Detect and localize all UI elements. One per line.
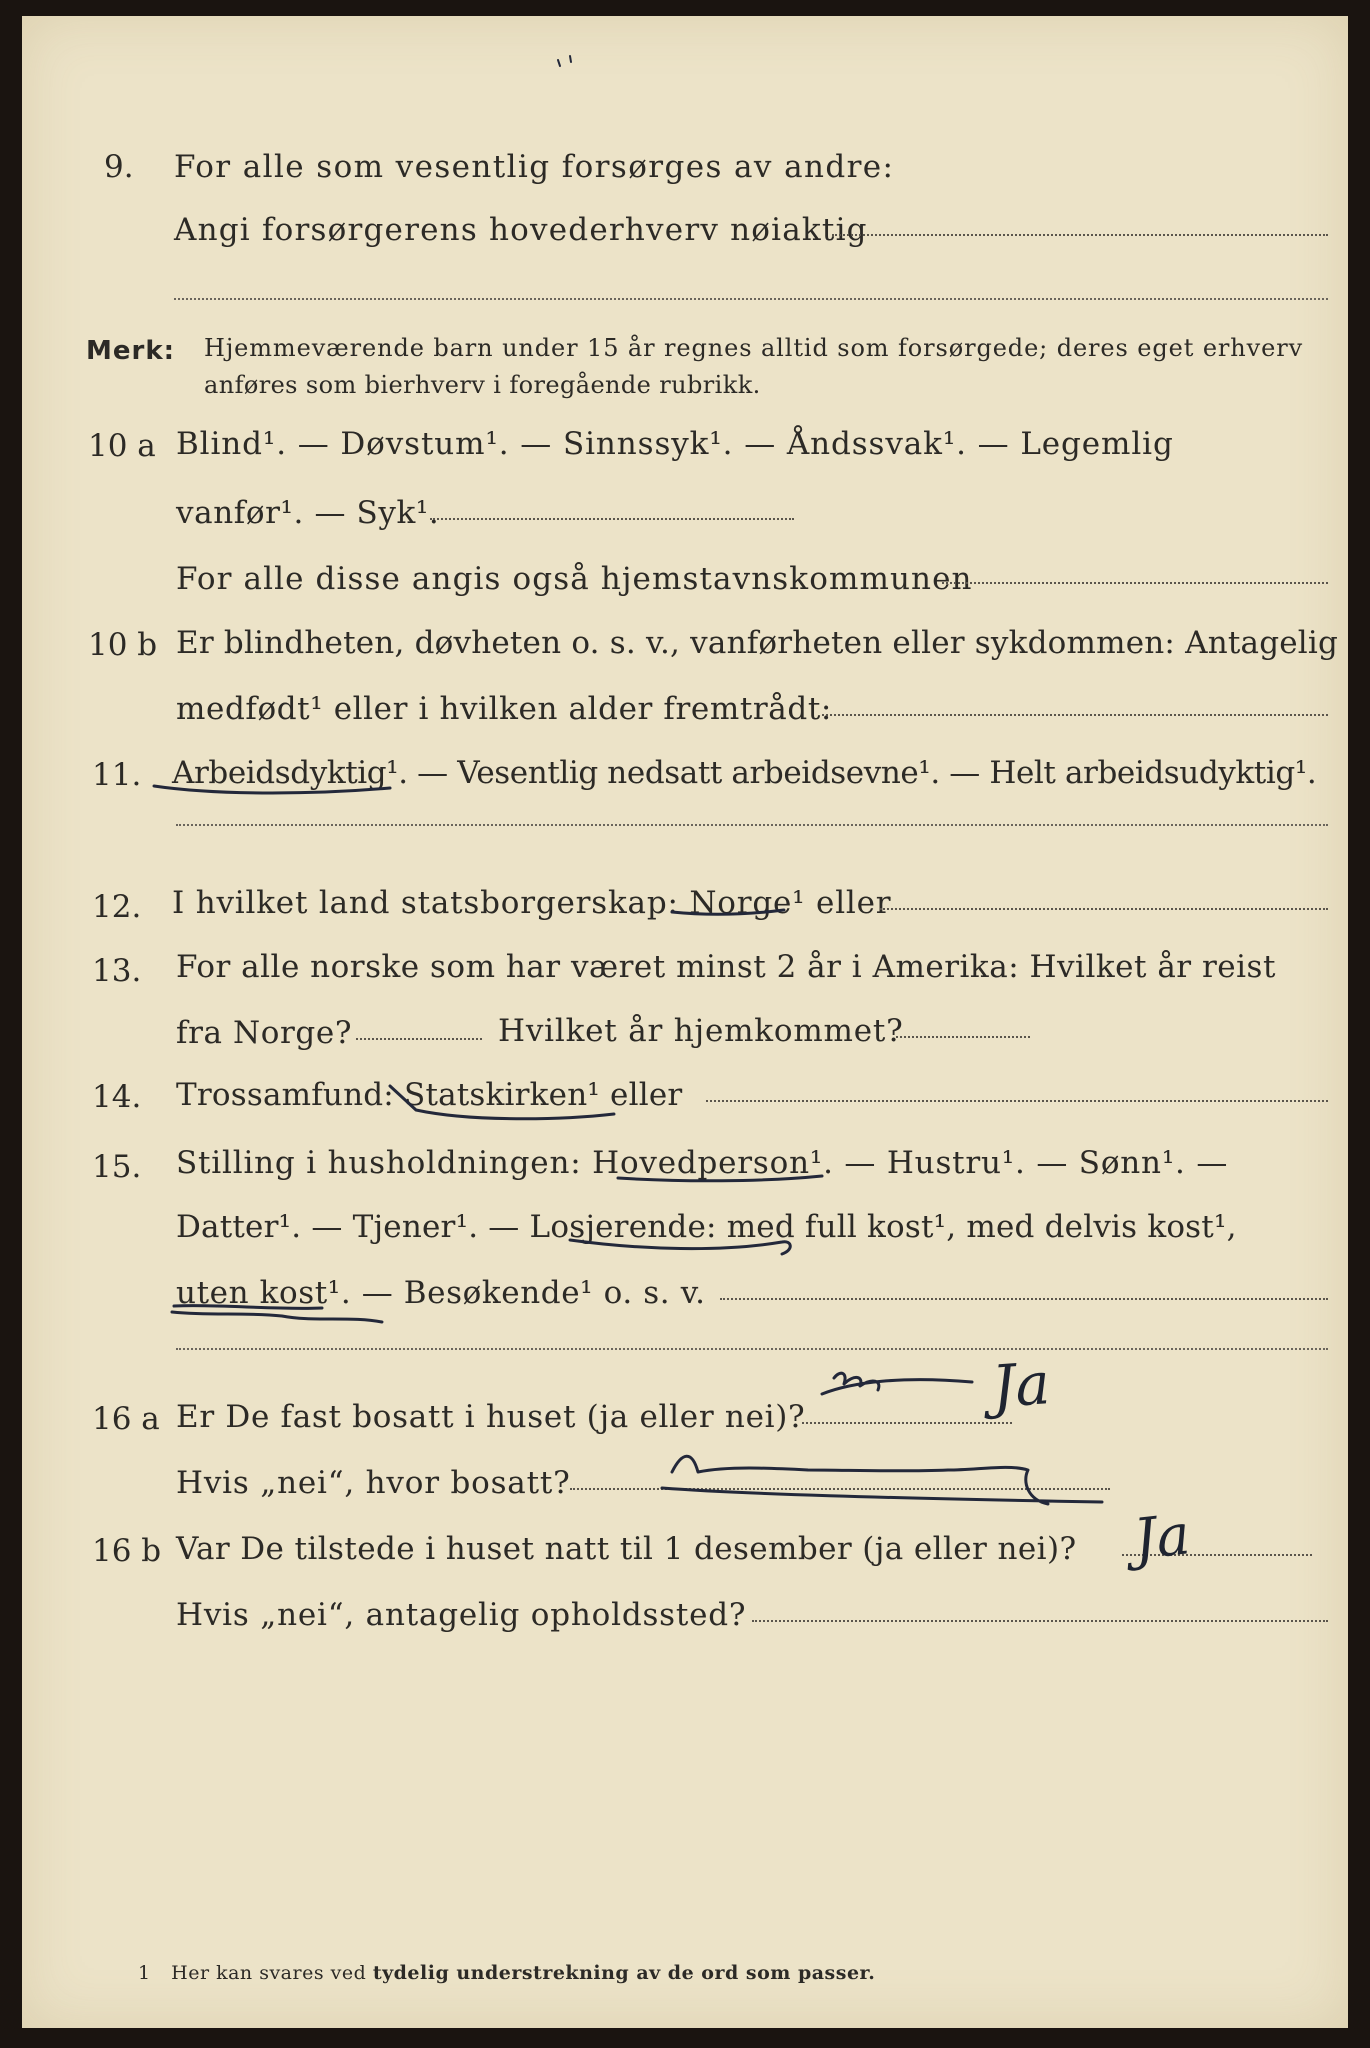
q16b-number: 16 b: [92, 1533, 162, 1569]
q10b-answer-line: [822, 714, 1328, 716]
q10b-number: 10 b: [88, 627, 158, 663]
q13-number: 13.: [92, 953, 142, 989]
q9-line2: Angi forsørgerens hovederhverv nøiaktig: [174, 212, 868, 248]
q14-number: 14.: [92, 1079, 142, 1115]
census-form-page: [22, 16, 1348, 2028]
strike-16a-bosatt: [662, 1456, 1102, 1504]
q13-line2b: Hvilket år hjemkommet?: [498, 1013, 904, 1049]
q9-number: 9.: [104, 149, 134, 185]
q16b-line1: Var De tilstede i huset natt til 1 desember (ja eller nei)?: [176, 1531, 1077, 1567]
merk-line2: anføres som bierhverv i foregående rubrikk.: [204, 371, 761, 399]
merk-label: Merk:: [86, 336, 176, 366]
q16a-number: 16 a: [92, 1401, 160, 1437]
q16b-line2: Hvis „nei“, antagelig opholdssted?: [176, 1597, 747, 1633]
q11-number: 11.: [92, 757, 142, 793]
q9-line1: For alle som vesentlig forsørges av andre:: [174, 149, 895, 185]
q10a-number: 10 a: [88, 428, 156, 464]
q13-line2a: fra Norge?: [176, 1015, 353, 1051]
q11-line1: Arbeidsdyktig¹. — Vesentlig nedsatt arbeidsevne¹. — Helt arbeidsudyktig¹.: [172, 755, 1317, 791]
q16a-bosatt-answer-line: [570, 1488, 1110, 1490]
q13-hjemkommet-answer-line: [896, 1036, 1030, 1038]
top-ink-specks: [558, 56, 571, 66]
q15-line3: uten kost¹. — Besøkende¹ o. s. v.: [176, 1275, 706, 1311]
q15-answer-line: [720, 1298, 1328, 1300]
q13-line1: For alle norske som har været minst 2 år i Amerika: Hvilket år reist: [176, 949, 1276, 985]
q16a-handwritten-answer: Ja: [989, 1349, 1053, 1421]
q12-line1: I hvilket land statsborgerskap: Norge¹ eller: [172, 885, 892, 921]
footnote: [138, 1964, 875, 1983]
q14-line1: Trossamfund: Statskirken¹ eller: [176, 1077, 683, 1113]
q9-answer-line: [832, 234, 1328, 236]
q10b-line2: medfødt¹ eller i hvilken alder fremtrådt:: [176, 691, 832, 727]
q15-line1: Stilling i husholdningen: Hovedperson¹. — Hustru¹. — Sønn¹. —: [176, 1145, 1229, 1181]
q10b-line1: Er blindheten, døvheten o. s. v., vanførheten eller sykdommen: Antagelig: [176, 625, 1339, 661]
q10a-syk-answer-line: [430, 518, 794, 520]
q10a-hjemstavn-answer-line: [942, 582, 1328, 584]
q9-separator-line: [174, 298, 1328, 300]
merk-line1: Hjemmeværende barn under 15 år regnes alltid som forsørgede; deres eget erhverv: [204, 334, 1304, 362]
q14-answer-line: [706, 1100, 1328, 1102]
q10a-line2: vanfør¹. — Syk¹.: [176, 495, 440, 531]
q12-answer-line: [880, 908, 1328, 910]
q16a-line1: Er De fast bosatt i huset (ja eller nei)?: [176, 1399, 806, 1435]
q16a-line2: Hvis „nei“, hvor bosatt?: [176, 1465, 571, 1501]
q16b-handwritten-answer: Ja: [1130, 1502, 1194, 1573]
q15-separator-line: [176, 1348, 1328, 1350]
footnote-marker: 1: [138, 1962, 151, 1984]
q13-reist-answer-line: [356, 1038, 482, 1040]
q11-separator-line: [176, 824, 1328, 826]
footnote-text-bold: tydelig understrekning av de ord som passer.: [372, 1962, 876, 1984]
q10a-line3: For alle disse angis også hjemstavnskommunen: [176, 561, 973, 597]
footnote-text-plain: Her kan svares ved: [171, 1962, 367, 1984]
q15-line2: Datter¹. — Tjener¹. — Losjerende: med full kost¹, med delvis kost¹,: [176, 1209, 1237, 1245]
q10a-line1: Blind¹. — Døvstum¹. — Sinnssyk¹. — Åndssvak¹. — Legemlig: [176, 426, 1174, 462]
strike-16a-answer: [822, 1373, 972, 1394]
q15-number: 15.: [92, 1149, 142, 1185]
q16b-opholdssted-answer-line: [752, 1620, 1328, 1622]
q16a-answer-line: [802, 1422, 1012, 1424]
q12-number: 12.: [92, 889, 142, 925]
